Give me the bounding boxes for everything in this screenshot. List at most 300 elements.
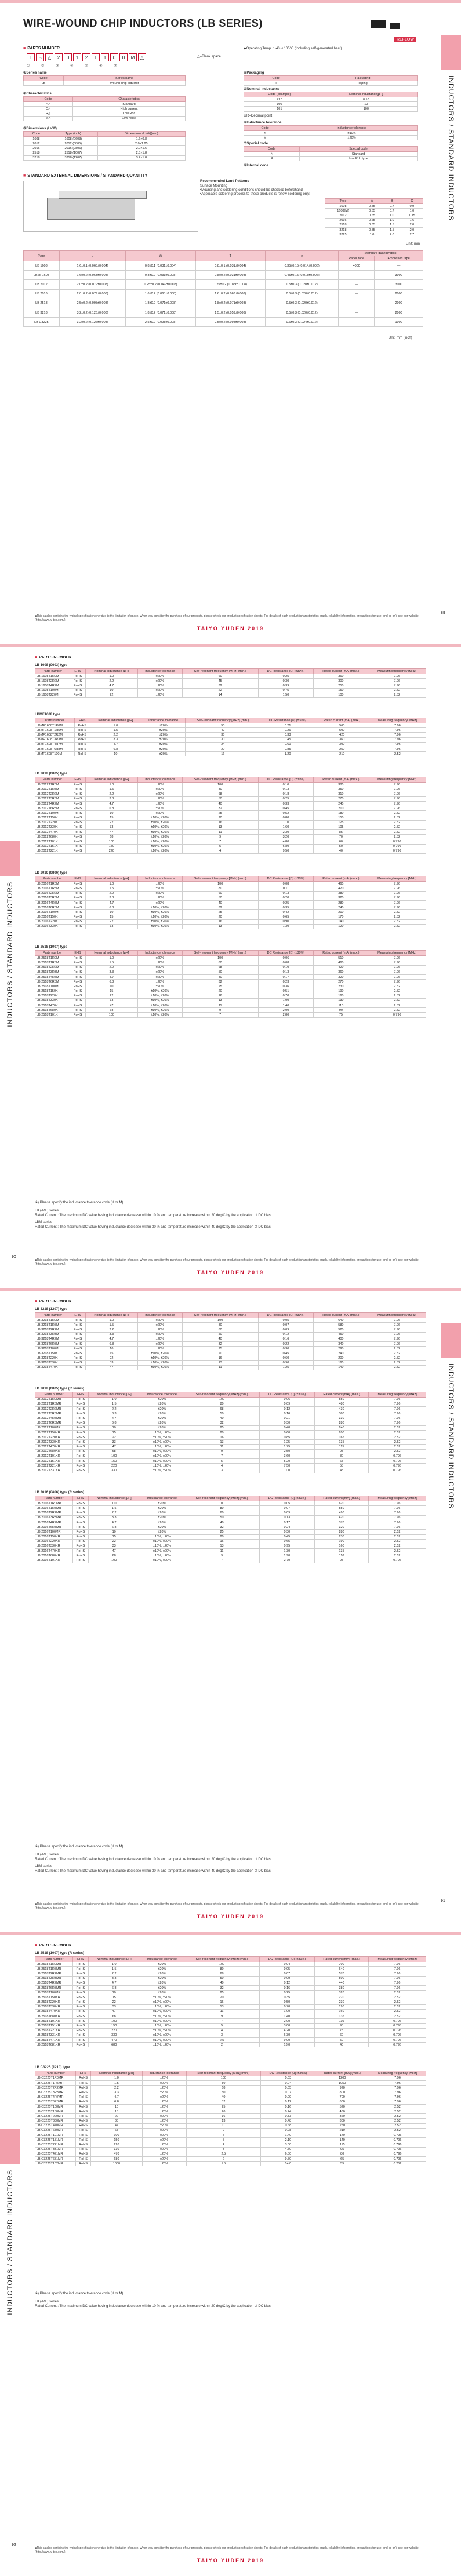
table-cell: 0.25 bbox=[259, 1991, 314, 1995]
table-cell: 13 bbox=[182, 998, 258, 1003]
table-cell: 2.2 bbox=[91, 2086, 142, 2090]
table-cell: 40 bbox=[182, 974, 258, 979]
table-cell: ±20% bbox=[140, 1525, 184, 1530]
catalog-page-4 bbox=[0, 1932, 461, 2576]
table-cell: 0.796 bbox=[369, 2142, 426, 2147]
table-cell: LB C3225T330MR bbox=[35, 2119, 76, 2123]
table-row bbox=[35, 1506, 426, 1511]
lbm-series-label: LBM series bbox=[35, 1221, 53, 1224]
table-cell: LB 2012T101K bbox=[35, 839, 70, 844]
table-cell: RoHS bbox=[70, 820, 85, 825]
table-cell: 0.13 bbox=[258, 891, 314, 896]
table-cell: LB 2016T4R7MR bbox=[35, 1520, 73, 1525]
table-cell: 1.00 bbox=[258, 998, 314, 1003]
table-cell: 7.96 bbox=[368, 683, 426, 688]
table-cell: ±20% bbox=[140, 1985, 184, 1990]
table-cell: 50 bbox=[186, 723, 260, 728]
table-cell: 140 bbox=[315, 2138, 369, 2142]
table-cell: 7 bbox=[184, 1558, 260, 1563]
table-cell: LB 2016T3R3M bbox=[35, 896, 70, 900]
table-cell: ― bbox=[339, 299, 375, 308]
table-cell: 2.52 bbox=[369, 1440, 426, 1445]
table-cell: 40 bbox=[184, 1520, 260, 1525]
column-header: Self-resonant frequency [MHz] (min.) bbox=[184, 1496, 260, 1501]
table-cell: LB 2518T6R8MR bbox=[35, 1985, 73, 1990]
table-cell: 32 bbox=[184, 1525, 260, 1530]
table-row bbox=[24, 308, 423, 317]
table-cell: ±10%, ±20% bbox=[140, 1539, 184, 1544]
table-cell: 400 bbox=[314, 1337, 368, 1341]
table-cell: 60 bbox=[184, 1511, 260, 1515]
column-header: Inductance tolerance bbox=[140, 1392, 184, 1397]
header-strip bbox=[0, 1288, 461, 1291]
table-cell: LB 3218T470K bbox=[35, 1365, 70, 1370]
column-header: Code bbox=[24, 132, 49, 137]
part-number-index-mark: ① bbox=[27, 64, 42, 68]
table-row bbox=[325, 227, 423, 232]
table-cell: RoHS bbox=[70, 849, 85, 853]
table-cell: 1.5 bbox=[91, 2080, 142, 2085]
table-row bbox=[35, 882, 426, 886]
product-table bbox=[35, 777, 426, 854]
table-cell: 330 bbox=[88, 1468, 140, 1473]
table-cell: 13 bbox=[182, 924, 258, 929]
table-cell: 0.10 bbox=[315, 97, 417, 102]
table-cell: RoHS bbox=[72, 1468, 88, 1473]
table-cell: 0.60 bbox=[259, 1430, 314, 1435]
table-cell: 385 bbox=[314, 783, 368, 787]
table-cell: LB 2012T1R5MR bbox=[35, 1402, 73, 1406]
table-cell: 3000 bbox=[375, 280, 423, 289]
table-cell: 0.39 bbox=[258, 683, 314, 688]
table-cell: 7.96 bbox=[368, 974, 426, 979]
table-cell: 2.52 bbox=[369, 2004, 426, 2009]
table-cell: 270 bbox=[314, 1995, 368, 2000]
table-cell: 2.2 bbox=[88, 1406, 140, 1411]
table-cell: 0.21 bbox=[259, 1416, 314, 1421]
table-cell: ±20% bbox=[137, 1347, 182, 1351]
table-cell: ±20% bbox=[142, 2133, 186, 2138]
table-cell: LB 2012T3R3M bbox=[35, 796, 70, 801]
table-cell: LB C3225T3R3MR bbox=[35, 2090, 76, 2095]
table-cell: 0.07 bbox=[259, 1971, 314, 1976]
table-cell: ±20% bbox=[141, 728, 186, 733]
table-cell: 2.0×1.6 bbox=[97, 146, 185, 151]
table-cell: RoHS bbox=[70, 783, 85, 787]
table-cell: 7 bbox=[186, 2133, 261, 2138]
table-cell: 140 bbox=[314, 919, 368, 924]
table-cell: LB 2016T1R0MR bbox=[35, 1501, 73, 1506]
internal-code: ⑧Internal code bbox=[244, 164, 268, 168]
table-cell: 7.96 bbox=[368, 801, 426, 806]
table-cell: RoHS bbox=[70, 1360, 85, 1365]
table-cell: 68 bbox=[91, 2128, 142, 2133]
column-header: Nominal inductance [μH] bbox=[86, 669, 138, 674]
table-cell: 7.96 bbox=[369, 1506, 426, 1511]
table-cell: 160 bbox=[314, 994, 368, 998]
table-cell: LBMF1608T6R8M bbox=[35, 747, 75, 751]
table-cell: 60 bbox=[182, 891, 258, 896]
table-cell: RoHS bbox=[70, 984, 85, 989]
table-cell: 1000 bbox=[375, 318, 423, 327]
table-cell: RoHS bbox=[70, 970, 85, 974]
table-cell: LB 3218T6R8M bbox=[35, 1341, 70, 1346]
table-cell: RoHS bbox=[70, 994, 85, 998]
table-header-row bbox=[244, 126, 418, 131]
table-cell: RoHS bbox=[75, 2080, 91, 2085]
table-cell: ±20% bbox=[140, 1991, 184, 1995]
table-row bbox=[35, 1995, 426, 2000]
table-cell: 2.52 bbox=[369, 2009, 426, 2014]
table-cell: ±10%, ±20% bbox=[137, 910, 182, 915]
table-cell: RoHS bbox=[70, 1013, 85, 1017]
table-cell: LB 2518T471KR bbox=[35, 2038, 73, 2043]
table-cell: ±20% bbox=[137, 974, 182, 979]
table-cell: RoHS bbox=[72, 1967, 88, 1971]
table-cell: RoHS bbox=[70, 1003, 85, 1008]
table-cell: 7 bbox=[182, 839, 258, 844]
table-cell: 2.2 bbox=[88, 1511, 140, 1515]
table-cell: LBMF1608T4R7M bbox=[35, 742, 75, 747]
column-header: Nominal inductance [μH] bbox=[91, 2071, 142, 2076]
chip-inductor-image-small bbox=[390, 23, 400, 29]
table-cell: 7.96 bbox=[369, 1981, 426, 1985]
column-header: Nominal inductance [μH] bbox=[90, 718, 141, 723]
table-cell: 0.03 bbox=[261, 2076, 315, 2080]
table-row bbox=[35, 2142, 426, 2147]
table-cell: 16 bbox=[182, 1356, 258, 1360]
column-header: Rated current [mA] (max.) bbox=[315, 2071, 369, 2076]
lb-series-text: Rated Current : The maximum DC value having inductance decrease within 10 % and temperature increase within 20 deg/C by the application of DC bias. bbox=[35, 1214, 272, 1217]
table-cell: 22 bbox=[86, 994, 138, 998]
dimensions-table bbox=[23, 131, 186, 161]
table-cell: 2 bbox=[186, 2156, 261, 2161]
table-row bbox=[35, 1454, 426, 1458]
table-cell: R10 bbox=[244, 97, 315, 102]
table-cell: ±20% bbox=[137, 980, 182, 984]
lb-series-text: Rated Current : The maximum DC value having inductance decrease within 10 % and temperature increase within 20 deg/C by the application of DC bias. bbox=[35, 1858, 272, 1861]
table-row bbox=[35, 2038, 426, 2043]
part-number-index-mark: ④ bbox=[70, 64, 85, 68]
land-pattern-title: Recommended Land Patterns bbox=[200, 180, 249, 183]
table-cell: LB 2518T1R0MR bbox=[35, 1962, 73, 1967]
table-cell: ±10%, ±20% bbox=[137, 1360, 182, 1365]
column-header: Parts number bbox=[35, 2071, 76, 2076]
table-row bbox=[35, 783, 426, 787]
table-cell: RoHS bbox=[74, 747, 90, 751]
table-cell: 4.80 bbox=[258, 839, 314, 844]
table-cell: 100 bbox=[88, 1558, 140, 1563]
table-header-row bbox=[35, 1957, 426, 1962]
table-row bbox=[35, 2114, 426, 2119]
table-cell: LB 2012T6R8MR bbox=[35, 1421, 73, 1425]
table-row bbox=[35, 1544, 426, 1548]
table-cell: 33 bbox=[88, 1544, 140, 1548]
table-cell: 2.52 bbox=[368, 1360, 426, 1365]
table-cell: 3.2×1.8 bbox=[97, 155, 185, 160]
table-cell: 190 bbox=[314, 1539, 368, 1544]
table-cell: 80 bbox=[182, 787, 258, 792]
table-cell: 9 bbox=[182, 1008, 258, 1013]
table-cell: 0.796 bbox=[369, 1468, 426, 1473]
table-cell: 20 bbox=[186, 747, 260, 751]
table-cell: 2.52 bbox=[369, 2128, 426, 2133]
table-cell: 15 bbox=[86, 989, 138, 994]
table-cell: RoHS bbox=[72, 1411, 88, 1416]
column-header: DC Resistance [Ω] (±30%) bbox=[258, 876, 314, 882]
table-cell: LB 1608T1R0M bbox=[35, 674, 70, 679]
table-cell: 2.2 bbox=[86, 1327, 138, 1332]
table-cell: 9.50 bbox=[261, 2156, 315, 2161]
table-cell: LB C3225T101MR bbox=[35, 2133, 76, 2138]
table-row bbox=[35, 910, 426, 915]
table-row bbox=[35, 1511, 426, 1515]
table-cell: 100 bbox=[88, 1454, 140, 1458]
table-cell: 2.00 bbox=[258, 1008, 314, 1013]
table-cell: RoHS bbox=[72, 1511, 88, 1515]
table-cell: 800 bbox=[315, 2090, 369, 2095]
table-cell: 0.21 bbox=[260, 723, 315, 728]
table-cell: 0.796 bbox=[369, 2156, 426, 2161]
table-cell: LB 3218T100M bbox=[35, 1347, 70, 1351]
table-cell: LB 2016T330KR bbox=[35, 1544, 73, 1548]
table-cell: 68 bbox=[184, 1971, 260, 1976]
column-header: T bbox=[195, 251, 265, 261]
table-row bbox=[35, 1337, 426, 1341]
table-cell: 2.2 bbox=[86, 891, 138, 896]
column-header: Embossed tape bbox=[375, 256, 423, 261]
table-cell: RoHS bbox=[70, 891, 85, 896]
table-cell: 0.40 bbox=[259, 1425, 314, 1430]
table-cell: 47 bbox=[88, 2009, 140, 2014]
table-cell: ±20% bbox=[142, 2128, 186, 2133]
table-cell: 100 bbox=[244, 102, 315, 107]
table-cell: ±10%, ±20% bbox=[140, 2043, 184, 2047]
part-number-char: 2 bbox=[82, 53, 90, 61]
column-header: Nominal inductance [μH] bbox=[86, 951, 138, 956]
table-cell: 7.96 bbox=[369, 2080, 426, 2085]
part-number-index-mark: ⑦ bbox=[114, 64, 117, 68]
table-cell: 33 bbox=[86, 1360, 138, 1365]
table-cell: ±20% bbox=[142, 2123, 186, 2128]
table-cell: LB 3218T330K bbox=[35, 1360, 70, 1365]
table-row bbox=[35, 2156, 426, 2161]
table-cell: 1.5 bbox=[383, 223, 401, 227]
side-label: INDUCTORS / STANDARD INDUCTORS bbox=[447, 1363, 455, 1509]
table-cell: 50 bbox=[186, 2090, 261, 2095]
table-cell: LB C3225T151MR bbox=[35, 2138, 76, 2142]
table-cell: RoHS bbox=[72, 1402, 88, 1406]
table-cell: 4.7 bbox=[88, 1416, 140, 1421]
table-cell: 270 bbox=[314, 980, 368, 984]
column-header: Code bbox=[244, 76, 308, 81]
table-cell: LB 2016 bbox=[24, 289, 60, 299]
table-cell: 0.5±0.3 (0.020±0.012) bbox=[266, 308, 339, 317]
table-cell: 11 bbox=[184, 1549, 260, 1553]
table-cell: RoHS bbox=[72, 1553, 88, 1558]
table-cell: ±10%, ±20% bbox=[137, 839, 182, 844]
column-header: Series name bbox=[64, 76, 186, 81]
table-cell: 200 bbox=[314, 1356, 368, 1360]
table-cell: 33 bbox=[88, 1440, 140, 1445]
tolerance-table bbox=[244, 125, 418, 140]
side-tab-color bbox=[441, 35, 461, 70]
column-header: Self-resonant frequency [MHz] (min.) bbox=[182, 1313, 258, 1318]
table-cell: 20 bbox=[184, 1534, 260, 1539]
table-cell: 0.35 bbox=[259, 1995, 314, 2000]
table-cell: LB 2012T221K bbox=[35, 849, 70, 853]
table-cell: 0.796 bbox=[369, 2028, 426, 2033]
table-cell: LB 2012T2R2M bbox=[35, 792, 70, 796]
table-cell: 0.25 bbox=[258, 900, 314, 905]
table-cell: 0.252 bbox=[369, 2162, 426, 2166]
table-cell: 0.35±0.15 (0.014±0.006) bbox=[266, 261, 339, 271]
table-cell: 7.96 bbox=[368, 806, 426, 811]
table-cell: LB 2012T3R3MR bbox=[35, 1411, 73, 1416]
table-cell: 9 bbox=[184, 2014, 260, 2019]
table-cell: 55 bbox=[315, 2162, 369, 2166]
table-cell: ±10%, ±20% bbox=[140, 1534, 184, 1539]
table-cell: ±20% bbox=[137, 1323, 182, 1327]
table-cell: RoHS bbox=[75, 2114, 91, 2119]
nominal-table bbox=[244, 92, 418, 112]
table-cell: 100 bbox=[182, 1318, 258, 1323]
table-cell: 370 bbox=[314, 1520, 368, 1525]
table-cell: 3.00 bbox=[259, 2024, 314, 2028]
table-cell: LB 2012T221KR bbox=[35, 1464, 73, 1468]
table-row bbox=[35, 1459, 426, 1464]
table-cell: LB 2016T330K bbox=[35, 924, 70, 929]
table-cell: 1000 bbox=[91, 2162, 142, 2166]
table-cell: 20 bbox=[184, 1995, 260, 2000]
table-cell: 1.5 bbox=[90, 728, 141, 733]
table-cell: ±10%, ±20% bbox=[137, 835, 182, 839]
table-cell: RoHS bbox=[72, 2014, 88, 2019]
table-cell: 7.96 bbox=[369, 1962, 426, 1967]
table-cell: RoHS bbox=[70, 1327, 85, 1332]
table-cell: LB 1608 bbox=[24, 261, 60, 271]
table-cell: 95 bbox=[315, 2147, 369, 2152]
table-cell: 2.5±0.2 (0.098±0.008) bbox=[195, 318, 265, 327]
table-cell: 1.6±0.2 (0.063±0.008) bbox=[126, 289, 195, 299]
table-cell: 0.42 bbox=[258, 910, 314, 915]
product-table bbox=[35, 2071, 426, 2167]
table-row bbox=[35, 1425, 426, 1430]
table-cell: 1.5 bbox=[86, 960, 138, 965]
table-cell: ±10%, ±20% bbox=[137, 1008, 182, 1013]
table-cell: 350 bbox=[314, 787, 368, 792]
table-cell: 0.12 bbox=[261, 2100, 315, 2104]
table-cell: 25 bbox=[182, 1347, 258, 1351]
table-cell: 6.8 bbox=[86, 806, 138, 811]
table-cell: ±10%, ±20% bbox=[140, 2019, 184, 2024]
table-cell: RoHS bbox=[72, 1454, 88, 1458]
table-cell: ±20% bbox=[140, 1402, 184, 1406]
table-cell: 470 bbox=[91, 2152, 142, 2156]
table-cell: 500 bbox=[314, 1976, 368, 1981]
column-header: Code (example) bbox=[244, 92, 315, 97]
table-cell: 7.96 bbox=[369, 1416, 426, 1421]
table-cell: 68 bbox=[88, 1449, 140, 1454]
table-row bbox=[35, 1539, 426, 1544]
table-title: LB 2016 (0806) type (R series) bbox=[35, 1491, 85, 1495]
table-row bbox=[35, 679, 426, 683]
table-cell: LB 2012T220K bbox=[35, 820, 70, 825]
table-cell: 3 bbox=[186, 2147, 261, 2152]
parts-number-heading: ■ PARTS NUMBER bbox=[35, 1300, 71, 1304]
table-cell: LB C3225T681MR bbox=[35, 2156, 76, 2161]
part-number-char: △ bbox=[138, 53, 146, 61]
column-header: Self-resonant frequency [MHz] (min.) bbox=[186, 718, 260, 723]
table-cell: M△ bbox=[24, 116, 73, 121]
table-cell: RoHS bbox=[72, 1991, 88, 1995]
column-header: Rated current [mA] (max.) bbox=[314, 1496, 368, 1501]
table-cell: 7.96 bbox=[369, 1501, 426, 1506]
table-cell: ±20% bbox=[142, 2109, 186, 2114]
table-cell: RoHS bbox=[72, 1534, 88, 1539]
table-cell: RoHS bbox=[70, 896, 85, 900]
table-row bbox=[35, 1985, 426, 1990]
table-row bbox=[35, 1435, 426, 1440]
table-cell: 25 bbox=[184, 1991, 260, 1995]
table-cell: 2000 bbox=[375, 299, 423, 308]
table-row bbox=[35, 693, 426, 697]
table-cell: K bbox=[244, 131, 286, 136]
table-cell: 0.796 bbox=[368, 839, 426, 844]
table-row bbox=[35, 2028, 426, 2033]
table-cell: 6.8 bbox=[86, 1341, 138, 1346]
brand-logo: TAIYO YUDEN 2019 bbox=[197, 2557, 264, 2563]
table-cell: 1.8±0.2 (0.071±0.008) bbox=[126, 299, 195, 308]
table-cell: 7.96 bbox=[369, 1976, 426, 1981]
table-cell: 95 bbox=[314, 1449, 368, 1454]
column-header: Code bbox=[24, 76, 64, 81]
table-cell: 50 bbox=[184, 1411, 260, 1416]
table-cell: 580 bbox=[314, 1323, 368, 1327]
table-cell: 32 bbox=[182, 980, 258, 984]
table-cell: LB 2518T330K bbox=[35, 998, 70, 1003]
table-cell: 32 bbox=[186, 2100, 261, 2104]
page-number: 90 bbox=[12, 1255, 16, 1259]
reflow-badge: REFLOW bbox=[394, 37, 416, 42]
table-cell: 6.8 bbox=[86, 905, 138, 910]
table-row bbox=[35, 1967, 426, 1971]
table-cell: 1.40 bbox=[261, 2133, 315, 2138]
table-cell: 1.5 bbox=[88, 1967, 140, 1971]
column-header: Inductance tolerance bbox=[140, 1957, 184, 1962]
table-cell: 460 bbox=[314, 960, 368, 965]
table-cell: 7.96 bbox=[369, 1971, 426, 1976]
table-cell: 0.26 bbox=[260, 728, 315, 733]
table-cell: LB C3225T221MR bbox=[35, 2142, 76, 2147]
table-cell: 2.5 bbox=[186, 2152, 261, 2156]
table-cell: ― bbox=[339, 308, 375, 317]
table-cell: 3.3 bbox=[86, 970, 138, 974]
table-cell: ±20% bbox=[137, 1332, 182, 1337]
table-row bbox=[325, 204, 423, 209]
table-cell: 5 bbox=[182, 844, 258, 849]
table-cell: RoHS bbox=[74, 737, 90, 742]
table-cell: 230 bbox=[314, 2000, 368, 2004]
table-cell: RoHS bbox=[70, 835, 85, 839]
chip-drawing bbox=[47, 198, 135, 220]
table-cell: 100 bbox=[86, 839, 138, 844]
table-cell: 210 bbox=[314, 910, 368, 915]
table-cell: 1608 bbox=[325, 204, 361, 209]
table-cell: 0.16 bbox=[261, 2104, 315, 2109]
table-row bbox=[35, 2147, 426, 2152]
table-cell: 1.5 bbox=[88, 1402, 140, 1406]
